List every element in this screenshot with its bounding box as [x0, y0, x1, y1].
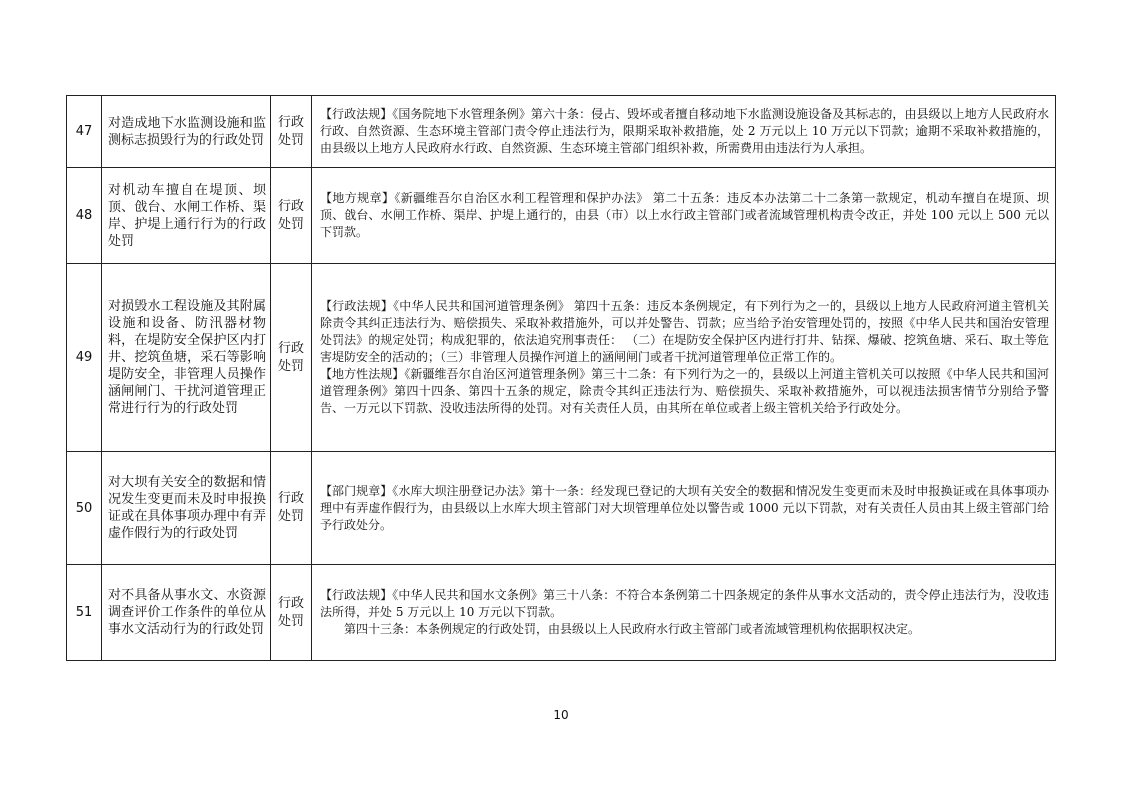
row-number: 51	[67, 565, 102, 661]
penalty-table	[66, 95, 1056, 661]
penalty-type	[271, 452, 312, 565]
penalty-type-line-1: 行政	[277, 491, 304, 506]
penalty-type	[271, 168, 312, 264]
row-number: 47	[67, 96, 102, 168]
penalty-type-line-1: 行政	[277, 114, 304, 130]
penalty-type	[271, 565, 312, 661]
penalty-type-line-2: 处罚	[277, 216, 304, 232]
penalty-type-line-1: 行政	[277, 595, 304, 611]
legal-basis	[312, 96, 1056, 168]
legal-basis	[312, 452, 1056, 565]
table-row	[67, 565, 1056, 661]
legal-basis-paragraph: 【部门规章】《水库大坝注册登记办法》第十一条：经发现已登记的大坝有关安全的数据和情况发生变更而未及时申报换证或在具体事项办理中有弄虚作假行为，由县级以上水库大坝主管部门对大坝管理单位处以警告或 1000 元以下罚款，对有关责任人员由其上级主管部门给予行政处分。	[320, 483, 1049, 532]
legal-basis-paragraph: 【地方规章】《新疆维吾尔自治区水利工程管理和保护办法》 第二十五条：违反本办法第二十二条第一款规定，机动车擅自在堤顶、坝顶、戗台、水闸工作桥、渠岸、护堤上通行的，由县（市）以上水行政主管部门或者流域管理机构责令改正，并处 100 元以上 500 元以下罚款。	[320, 191, 1049, 239]
row-number: 49	[67, 264, 102, 452]
table-row	[67, 168, 1056, 264]
legal-basis-paragraph: 【地方性法规】《新疆维吾尔自治区河道管理条例》第三十二条：有下列行为之一的，县级以上河道主管机关可以按照《中华人民共和国河道管理条例》第四十四条、第四十五条的规定，除责令其纠正违法行为、赔偿损失、采取补救措施外，可以视违法损害情节分别给予警告、一万元以下罚款、没收违法所得的处罚。对有关责任人员，由其所在单位或者上级主管机关给予行政处分。	[320, 367, 1049, 415]
legal-basis-paragraph: 【行政法规】《国务院地下水管理条例》第六十条：侵占、毁坏或者擅自移动地下水监测设施设备及其标志的，由县级以上地方人民政府水行政、自然资源、生态环境主管部门责令停止违法行为，限期采取补救措施，处 2 万元以上 10 万元以下罚款；逾期不采取补救措施的，由县级以上地方人民政府水行政、自然资源、生态环境主管部门组织补救，所需费用由违法行为人承担。	[320, 107, 1049, 155]
item-name: 对造成地下水监测设施和监测标志损毁行为的行政处罚	[102, 96, 271, 168]
page-number: 10	[553, 708, 569, 722]
legal-basis-paragraph: 【行政法规】《中华人民共和国水文条例》第三十八条：不符合本条例第二十四条规定的条件从事水文活动的，责令停止违法行为，没收违法所得，并处 5 万元以上 10 万元以下罚款。	[320, 588, 1049, 619]
item-name: 对不具备从事水文、水资源调查评价工作条件的单位从事水文活动行为的行政处罚	[102, 565, 271, 661]
penalty-type-line-2: 处罚	[277, 132, 304, 148]
table-row	[67, 452, 1056, 565]
penalty-type	[271, 264, 312, 452]
penalty-type-line-2: 处罚	[277, 613, 304, 629]
legal-basis-paragraph: 【行政法规】《中华人民共和国河道管理条例》 第四十五条：违反本条例规定，有下列行为之一的，县级以上地方人民政府河道主管机关除责令其纠正违法行为、赔偿损失、采取补救措施外，可以并处警告、罚款；应当给予治安管理处罚的，按照《中华人民共和国治安管理处罚法》的规定处罚；构成犯罪的，依法追究刑事责任： （二）在堤防安全保护区内进行打井、钻探、爆破、挖筑鱼塘、采石、取土等危害堤防安全的活动的；（三）非管理人员操作河道上的涵闸闸门或者干扰河道管理单位正常工作的。	[320, 299, 1049, 364]
row-number: 50	[67, 452, 102, 565]
legal-basis-paragraph: 第四十三条：本条例规定的行政处罚，由县级以上人民政府水行政主管部门或者流域管理机构依据职权决定。	[344, 622, 921, 636]
table-row	[67, 264, 1056, 452]
table-row	[67, 96, 1056, 168]
penalty-type-line-2: 处罚	[277, 509, 304, 524]
penalty-type-line-1: 行政	[277, 340, 304, 356]
item-name: 对大坝有关安全的数据和情况发生变更而未及时申报换证或在具体事项办理中有弄虚作假行为的行政处罚	[102, 452, 271, 565]
item-name: 对损毁水工程设施及其附属设施和设备、防汛器材物料，在堤防安全保护区内打井、挖筑鱼塘，采石等影响堤防安全，非管理人员操作涵闸闸门、干扰河道管理正常进行行为的行政处罚	[102, 264, 271, 452]
legal-basis	[312, 565, 1056, 661]
row-number: 48	[67, 168, 102, 264]
legal-basis	[312, 168, 1056, 264]
item-name: 对机动车擅自在堤顶、坝顶、戗台、水闸工作桥、渠岸、护堤上通行行为的行政处罚	[102, 168, 271, 264]
legal-basis	[312, 264, 1056, 452]
penalty-type-line-1: 行政	[277, 198, 304, 214]
penalty-type	[271, 96, 312, 168]
penalty-type-line-2: 处罚	[277, 358, 304, 374]
